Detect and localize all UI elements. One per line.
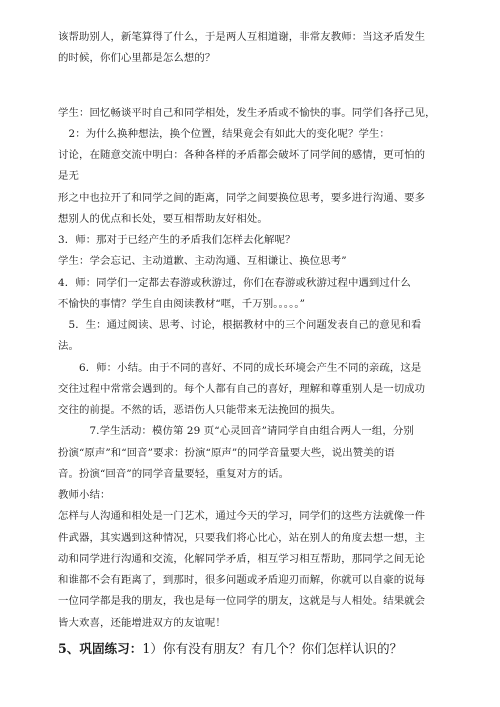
text-line: 讨论，在随意交流中明白：各种各样的矛盾都会破坏了同学间的感情，更可怕的: [58, 149, 426, 161]
text-line: 和谁都不会有距离了，到那时，很多问题或矛盾迎刃而解，你就可以自豪的说每: [58, 574, 426, 586]
text-line: 交往过程中常常会遇到的。每个人都有自己的喜好，理解和尊重别人是一切成功: [58, 383, 426, 395]
text-line: 2：为什么换种想法，换个位置，结果竟会有如此大的变化呢？学生：: [58, 128, 390, 140]
text-line: 学生：学会忘记、主动道歉、主动沟通、互相谦让、换位思考”: [58, 255, 347, 267]
text-line: 7.学生活动：模仿第 29 页“心灵回音”请同学自由组合两人一组，分别: [58, 425, 414, 437]
text-line: 音。扮演“回音”的同学音量要轻，重复对方的话。: [58, 468, 290, 480]
text-line: 该帮助别人，新笔算得了什么，于是两人互相道谢，非常友教师：当这矛盾发生: [58, 31, 426, 43]
text-line: 学生：回忆畅谈平时自己和同学相处，发生矛盾或不愉快的事。同学们各抒己见，: [58, 107, 436, 119]
text-line: 法。: [58, 340, 79, 352]
text-line: 皆大欢喜，还能增进双方的友谊呢！: [58, 617, 226, 629]
section-heading-number: 5、巩固练习：: [58, 641, 143, 656]
text-line: 4．师：同学们一定都去春游或秋游过，你们在春游或秋游过程中遇到过什么: [58, 277, 411, 289]
text-line: 是无: [58, 170, 79, 182]
text-line: 交往的前提。不然的话，恶语伤人只能带来无法挽回的损失。: [58, 404, 342, 416]
text-line: 5．生：通过阅读、思考、讨论，根据教材中的三个问题发表自己的意见和看: [58, 319, 422, 331]
text-line: 不愉快的事情？学生自由阅读教材“哐，千万别。。。。。”: [58, 298, 306, 310]
text-line: 的时候，你们心里都是怎么想的？: [58, 52, 216, 64]
text-line: 动和同学进行沟通和交流，化解同学矛盾，相互学习相互帮助，那同学之间无论: [58, 553, 426, 565]
text-line: 一位同学都是我的朋友，我也是每一位同学的朋友，这就是与人相处。结果就会: [58, 595, 426, 607]
text-line: 怎样与人沟通和相处是一门艺术，通过今天的学习，同学们的这些方法就像一件: [58, 510, 426, 522]
text-line: 3．师：那对于已经产生的矛盾我们怎样去化解呢？: [58, 234, 296, 246]
text-line: 教师小结：: [58, 489, 111, 501]
text-line: 扮演“原声”和“回音”要求：扮演“原声”的同学音量要大些，说出赞美的语: [58, 447, 395, 459]
text-line: 形之中也拉开了和同学之间的距离，同学之间要换位思考，要多进行沟通、要多: [58, 192, 426, 204]
section-heading-text: 1）你有没有朋友？有几个？你们怎样认识的？: [142, 641, 403, 656]
section-heading: [58, 641, 478, 657]
text-line: 6．师：小结。由于不同的喜好、不同的成长环境会产生不同的亲疏，这是: [58, 362, 422, 374]
text-line: 件武器，其实遇到这种情况，只要我们将心比心，站在别人的角度去想一想，主: [58, 532, 426, 544]
text-line: 想别人的优点和长处，要互相帮助友好相处。: [58, 213, 268, 225]
